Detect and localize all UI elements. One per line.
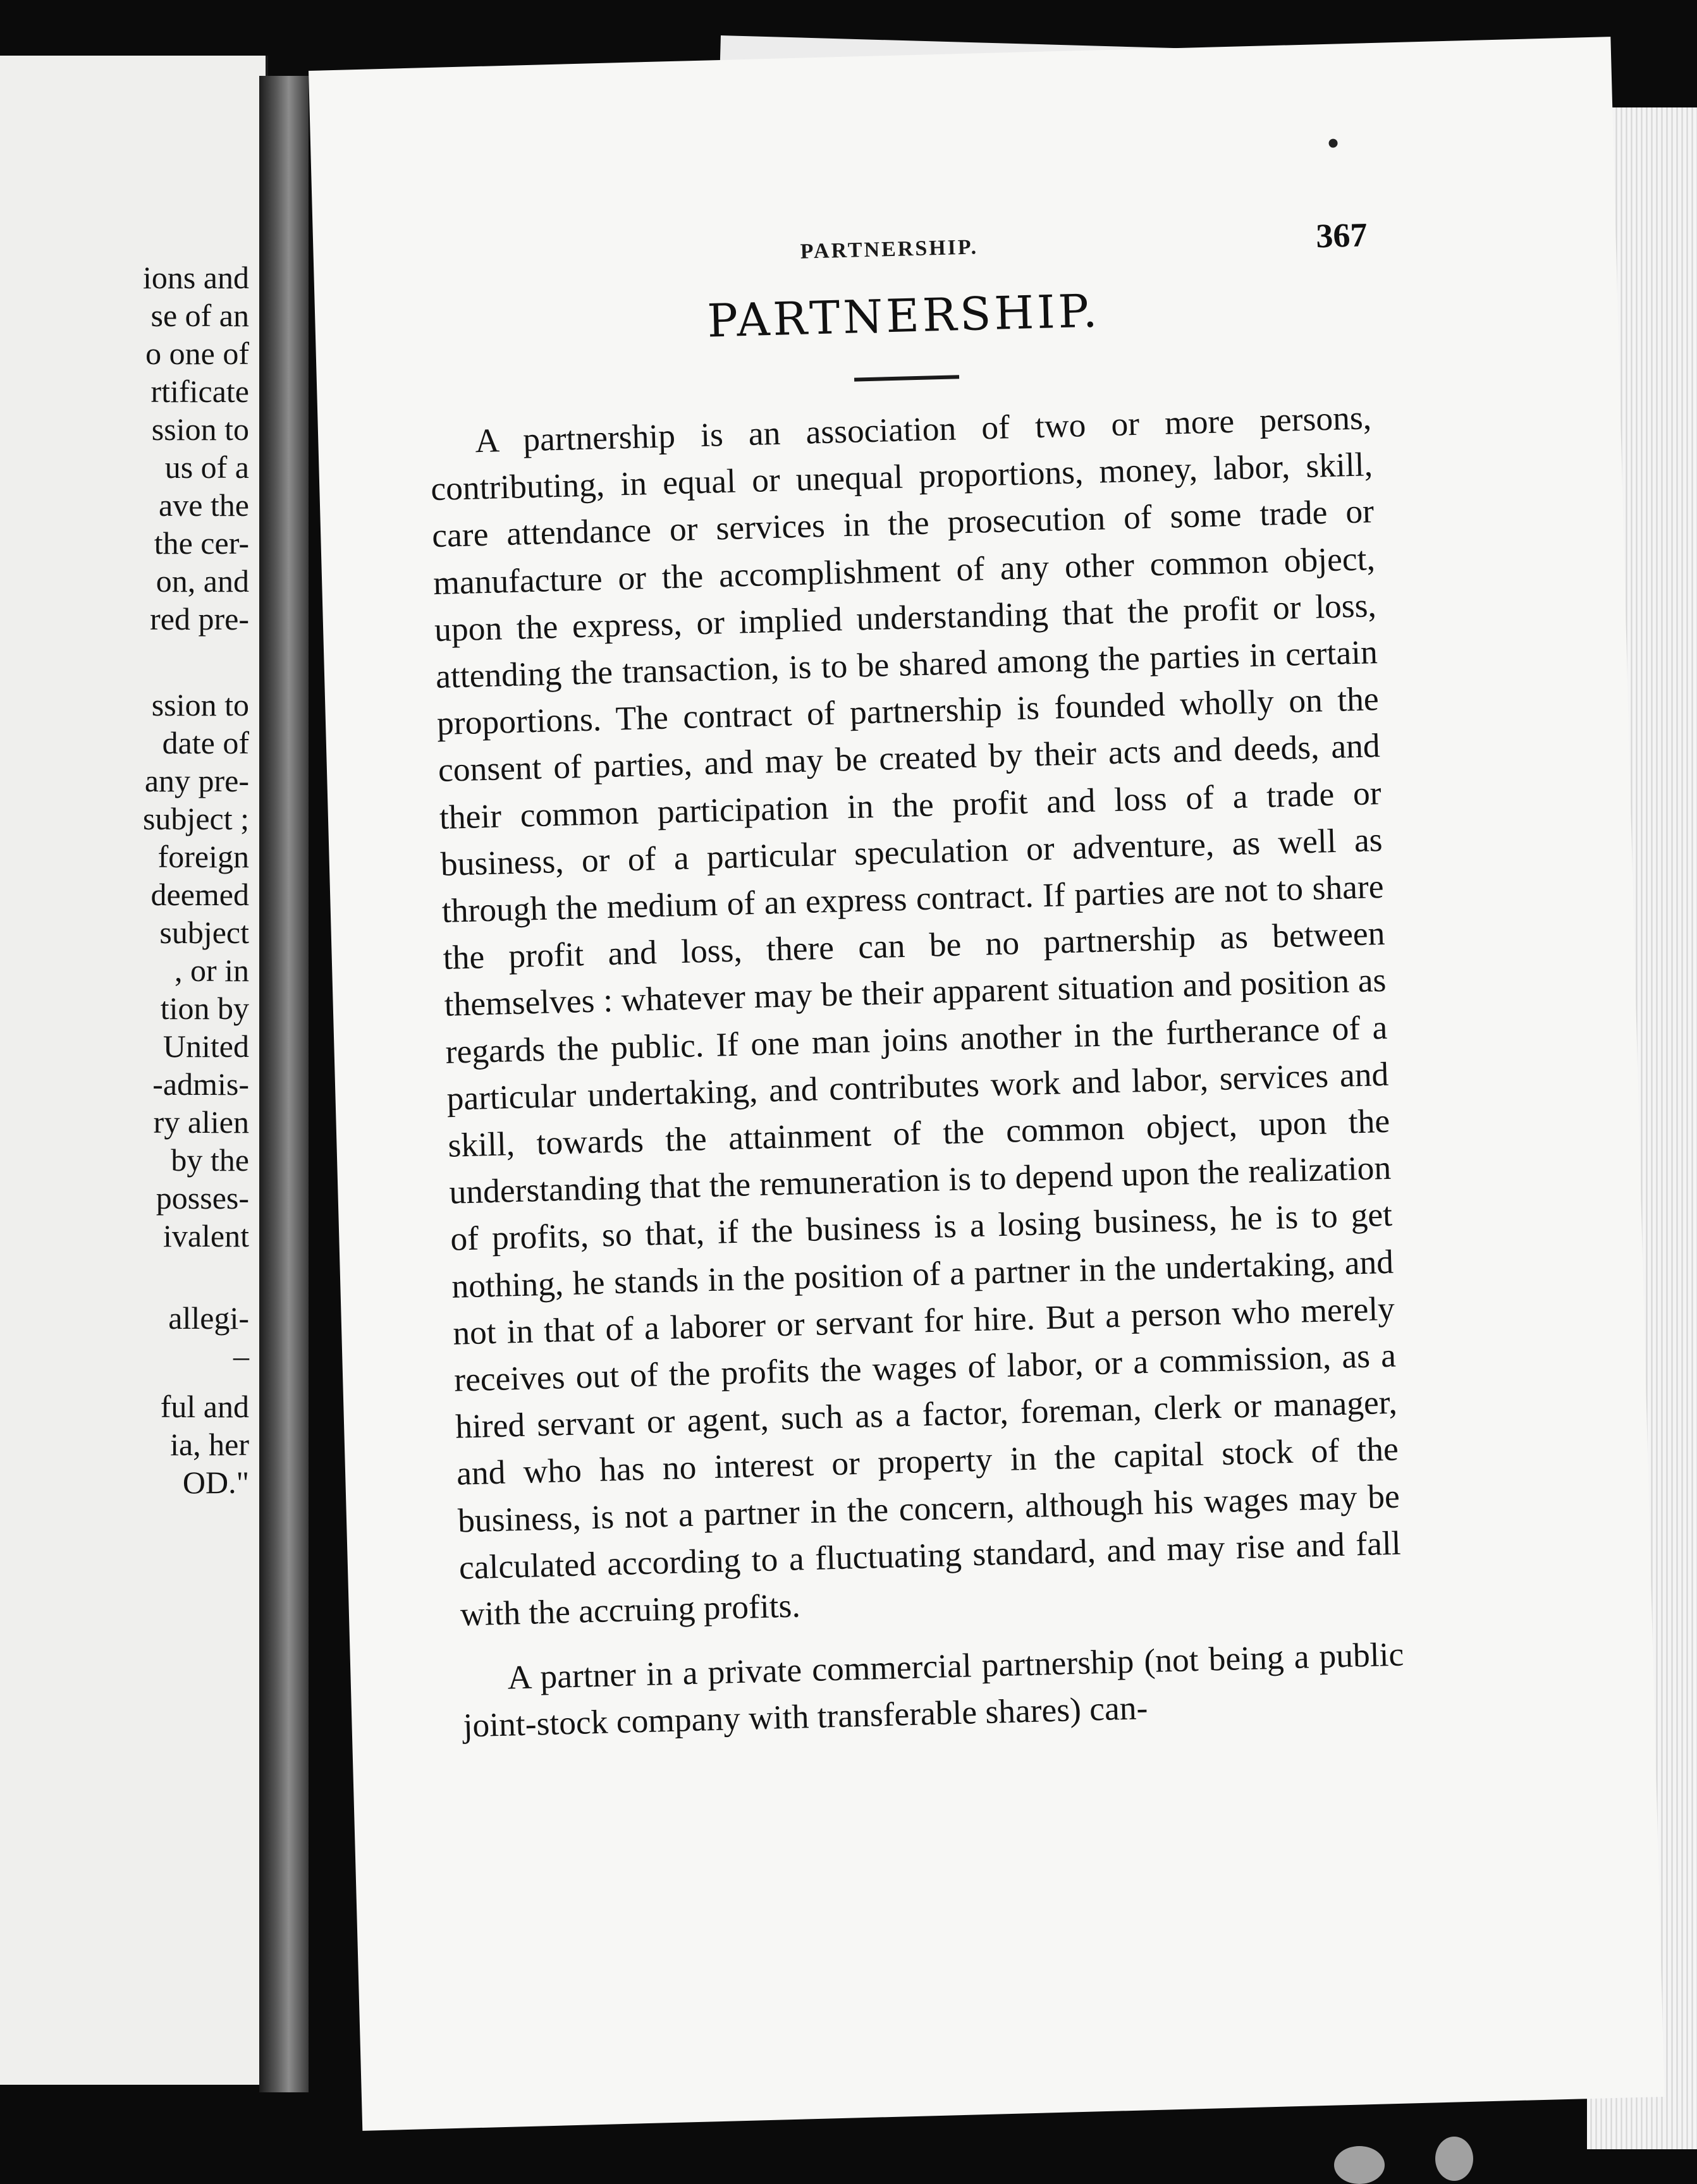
left-page-line: tion by [160, 991, 249, 1026]
left-page-line: the cer- [154, 525, 249, 561]
corner-smudge [1435, 2137, 1473, 2181]
left-page [0, 56, 268, 2085]
page-title: PARTNERSHIP. [706, 284, 1101, 348]
page-number: 367 [1315, 216, 1368, 255]
left-page-line: subject ; [142, 801, 249, 836]
left-page-line: deemed [150, 877, 249, 912]
title-rule [854, 375, 959, 381]
body-text [429, 394, 1406, 1749]
corner-smudge [1334, 2146, 1385, 2184]
paragraph-1: A partnership is an association of two or more persons, contributing, in equal or unequal proportions, money, labor, skill, care attendance or services in the prosecution of some trade or manufacture or the accomplishment of any other common object, upon the express, or implied understanding that the profit or loss, attending the transaction, is to be shared among the parties in certain proportions. The contract of partnership is founded wholly on the consent of parties, and may be created by their acts and deeds, and their common participation in the profit and loss of a trade or business, or of a particular speculation or adventure, as well as through the medium of an express contract. If parties are not to share the profit and loss, there can be no partnership as between themselves : whatever may be their apparent situation and position as regards the public. If one man joins another in the furtherance of a particular undertaking, and contributes work and labor, services and skill, towards the attainment of the common object, upon the understanding that the remuneration is to depend upon the realization of profits, so that, if the business is a losing business, he is to get nothing, he stands in the position of a partner in the undertaking, and not in that of a laborer or servant for hire. But a person who merely receives out of the profits the wages of labor, or a commission, as a hired servant or agent, such as a factor, foreman, clerk or manager, and who has no interest or property in the capital stock of the business, is not a partner in the concern, although his wages may be calculated according to a fluctuating standard, and may rise and fall with the accruing profits. [430, 398, 1402, 1633]
left-page-line: foreign [157, 839, 249, 874]
left-page-line: us of a [164, 449, 249, 485]
left-page-line: red pre- [150, 601, 249, 637]
left-page-line: United [162, 1028, 249, 1064]
left-page-line: , or in [174, 953, 249, 988]
left-page-line: ssion to [151, 412, 249, 447]
left-page-line: ful and [160, 1389, 249, 1424]
left-page-line: ions and [142, 260, 249, 295]
left-page-line: -admis- [152, 1066, 249, 1102]
left-page-line: ave the [159, 487, 249, 523]
paragraph-2: A partner in a private commercial partnership (not being a public joint-stock company with transferable shares) can- [462, 1635, 1404, 1745]
left-page-line: o one of [145, 336, 249, 371]
left-page-line: ry alien [153, 1104, 249, 1140]
left-page-line: rtificate [150, 374, 249, 409]
book-gutter [259, 76, 309, 2092]
ink-dot [1328, 138, 1337, 147]
left-page-line: se of an [150, 298, 249, 333]
left-page-line: ssion to [151, 687, 249, 723]
left-page-line: subject [159, 915, 249, 950]
left-page-line: ivalent [162, 1218, 249, 1254]
left-page-line: – [233, 1338, 249, 1374]
left-page-line: ia, her [170, 1427, 249, 1462]
left-page-line: by the [171, 1142, 249, 1178]
left-page-line: on, and [156, 563, 249, 599]
right-page [309, 37, 1665, 2131]
running-head: PARTNERSHIP. [800, 235, 979, 264]
left-page-line: any pre- [144, 763, 249, 798]
left-page-line: posses- [156, 1180, 249, 1216]
left-page-line: OD." [182, 1465, 249, 1500]
left-page-line: allegi- [168, 1300, 249, 1336]
left-page-line: date of [162, 725, 249, 760]
